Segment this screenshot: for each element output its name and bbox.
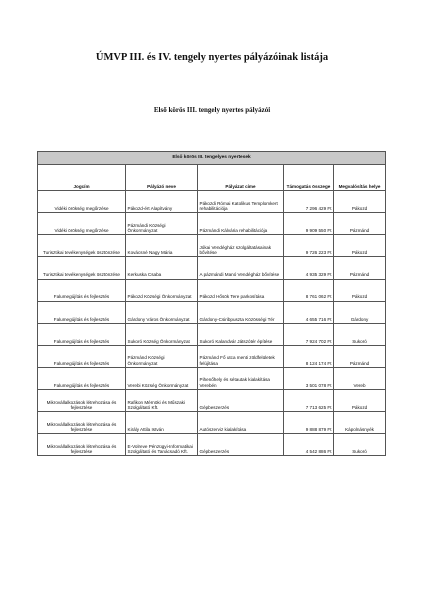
cell-megvalositas: Sukoró: [334, 323, 386, 345]
cell-palyazo-neve: Pázmánd Községi Önkormányzat: [126, 345, 198, 367]
cell-tamogatas: 7 924 702 Ft: [284, 323, 334, 345]
cell-palyazo-neve: Verebi Község Önkormányzat: [126, 367, 198, 389]
table-row: [38, 390, 386, 412]
cell-megvalositas: Pákozd: [334, 390, 386, 412]
cell-jogcim: Falumegújítás és fejlesztés: [38, 345, 126, 367]
cell-jogcim: Mikrovállalkozások létrehozása és fejlesztése: [38, 434, 126, 456]
winners-table: [37, 151, 386, 456]
table-row: [38, 367, 386, 389]
cell-megvalositas: Sukoró: [334, 434, 386, 456]
cell-tamogatas: 7 296 429 Ft: [284, 191, 334, 213]
cell-megvalositas: Pázmánd: [334, 345, 386, 367]
cell-tamogatas: 9 909 550 Ft: [284, 213, 334, 235]
cell-palyazo-neve: Kerkuska Csaba: [126, 257, 198, 279]
cell-tamogatas: 9 888 879 Ft: [284, 412, 334, 434]
cell-jogcim: Falumegújítás és fejlesztés: [38, 301, 126, 323]
cell-megvalositas: Pázmánd: [334, 257, 386, 279]
cell-palyazat-cime: Jókai Vendégház szolgáltatásainak bővítése: [198, 235, 284, 257]
cell-tamogatas: 7 713 625 Ft: [284, 390, 334, 412]
cell-tamogatas: 8 761 062 Ft: [284, 279, 334, 301]
cell-jogcim: Turisztikai tevékenységek ösztönzése: [38, 235, 126, 257]
table-row: [38, 191, 386, 213]
table-header-row: [38, 164, 386, 191]
cell-tamogatas: 3 501 078 Ft: [284, 367, 334, 389]
cell-palyazo-neve: Sukoró Község Önkormányzat: [126, 323, 198, 345]
table-row: [38, 412, 386, 434]
cell-palyazat-cime: Pákozdi Római Katolikus Templomkert rehabilitációja: [198, 191, 284, 213]
table-banner: Első körös III. tengelyes nyertesek: [38, 152, 386, 165]
cell-tamogatas: 8 124 174 Ft: [284, 345, 334, 367]
cell-jogcim: Falumegújítás és fejlesztés: [38, 279, 126, 301]
cell-tamogatas: 9 726 223 Ft: [284, 235, 334, 257]
cell-palyazo-neve: Kovácsné Nagy Mária: [126, 235, 198, 257]
cell-jogcim: Vidéki örökség megőrzése: [38, 213, 126, 235]
column-header-palyazo-neve: Pályázó neve: [126, 164, 198, 191]
cell-palyazat-cime: Gépbeszerzés: [198, 434, 284, 456]
cell-palyazo-neve: E-Volreve Pénzügyi-Informatikai Szolgáltató és Tanácsadó Kft.: [126, 434, 198, 456]
column-header-palyazat-cime: Pályázat címe: [198, 164, 284, 191]
column-header-megvalositas: Megvalósítás helye: [334, 164, 386, 191]
section-subtitle: Első körös III. tengely nyertes pályázói: [153, 106, 271, 114]
cell-megvalositas: Kápolnásnyék: [334, 412, 386, 434]
column-header-jogcim: Jogcím: [38, 164, 126, 191]
table-row: [38, 301, 386, 323]
table-row: [38, 279, 386, 301]
cell-palyazat-cime: Gépbeszerzés: [198, 390, 284, 412]
cell-palyazat-cime: Pázmándi Kálvária rehabilitációja: [198, 213, 284, 235]
cell-megvalositas: Pázmánd: [334, 213, 386, 235]
cell-palyazo-neve: Király Attila István: [126, 412, 198, 434]
cell-megvalositas: Pákozd: [334, 191, 386, 213]
table-row: [38, 323, 386, 345]
cell-tamogatas: 4 655 716 Ft: [284, 301, 334, 323]
cell-tamogatas: 4 935 329 Ft: [284, 257, 334, 279]
table-row: [38, 213, 386, 235]
cell-palyazat-cime: Pázmánd Fő utca menti zöldfelületek felújítása: [198, 345, 284, 367]
cell-palyazo-neve: Pákozd Községi Önkormányzat: [126, 279, 198, 301]
cell-palyazat-cime: Pihenőhely és sétautak kialakítása Verebén: [198, 367, 284, 389]
cell-jogcim: Mikrovállalkozások létrehozása és fejlesztése: [38, 412, 126, 434]
table-banner-row: [38, 152, 386, 165]
cell-palyazo-neve: Gárdony Város Önkormányzat: [126, 301, 198, 323]
cell-megvalositas: Vereb: [334, 367, 386, 389]
cell-megvalositas: Gárdony: [334, 301, 386, 323]
cell-megvalositas: Pákozd: [334, 279, 386, 301]
cell-palyazo-neve: Pázmándi Községi Önkormányzat: [126, 213, 198, 235]
table-row: [38, 257, 386, 279]
cell-palyazat-cime: Autószerviz kialakítása: [198, 412, 284, 434]
table-row: [38, 235, 386, 257]
document-title: ÚMVP III. és IV. tengely nyertes pályázóinak listája: [95, 52, 329, 63]
cell-jogcim: Vidéki örökség megőrzése: [38, 191, 126, 213]
table-row: [38, 345, 386, 367]
cell-jogcim: Falumegújítás és fejlesztés: [38, 323, 126, 345]
cell-palyazat-cime: Pákozd Hősök Tere parkosítása: [198, 279, 284, 301]
cell-tamogatas: 4 542 886 Ft: [284, 434, 334, 456]
cell-jogcim: Mikrovállalkozások létrehozása és fejlesztése: [38, 390, 126, 412]
cell-palyazat-cime: Gárdony-Csiribpuszta Közösségi Tér: [198, 301, 284, 323]
column-header-tamogatas: Támogatás összege: [284, 164, 334, 191]
cell-palyazat-cime: A pázmándi Manó Vendégház bővítése: [198, 257, 284, 279]
cell-palyazo-neve: Pákozd-ért Alapítvány: [126, 191, 198, 213]
cell-jogcim: Falumegújítás és fejlesztés: [38, 367, 126, 389]
cell-palyazat-cime: Sukoró Kalandvár Játszótér építése: [198, 323, 284, 345]
cell-palyazo-neve: Rafikon Mérnöki és Műszaki Szolgáltató Kft.: [126, 390, 198, 412]
table-row: [38, 434, 386, 456]
cell-megvalositas: Pákozd: [334, 235, 386, 257]
cell-jogcim: Turisztikai tevékenységek ösztönzése: [38, 257, 126, 279]
